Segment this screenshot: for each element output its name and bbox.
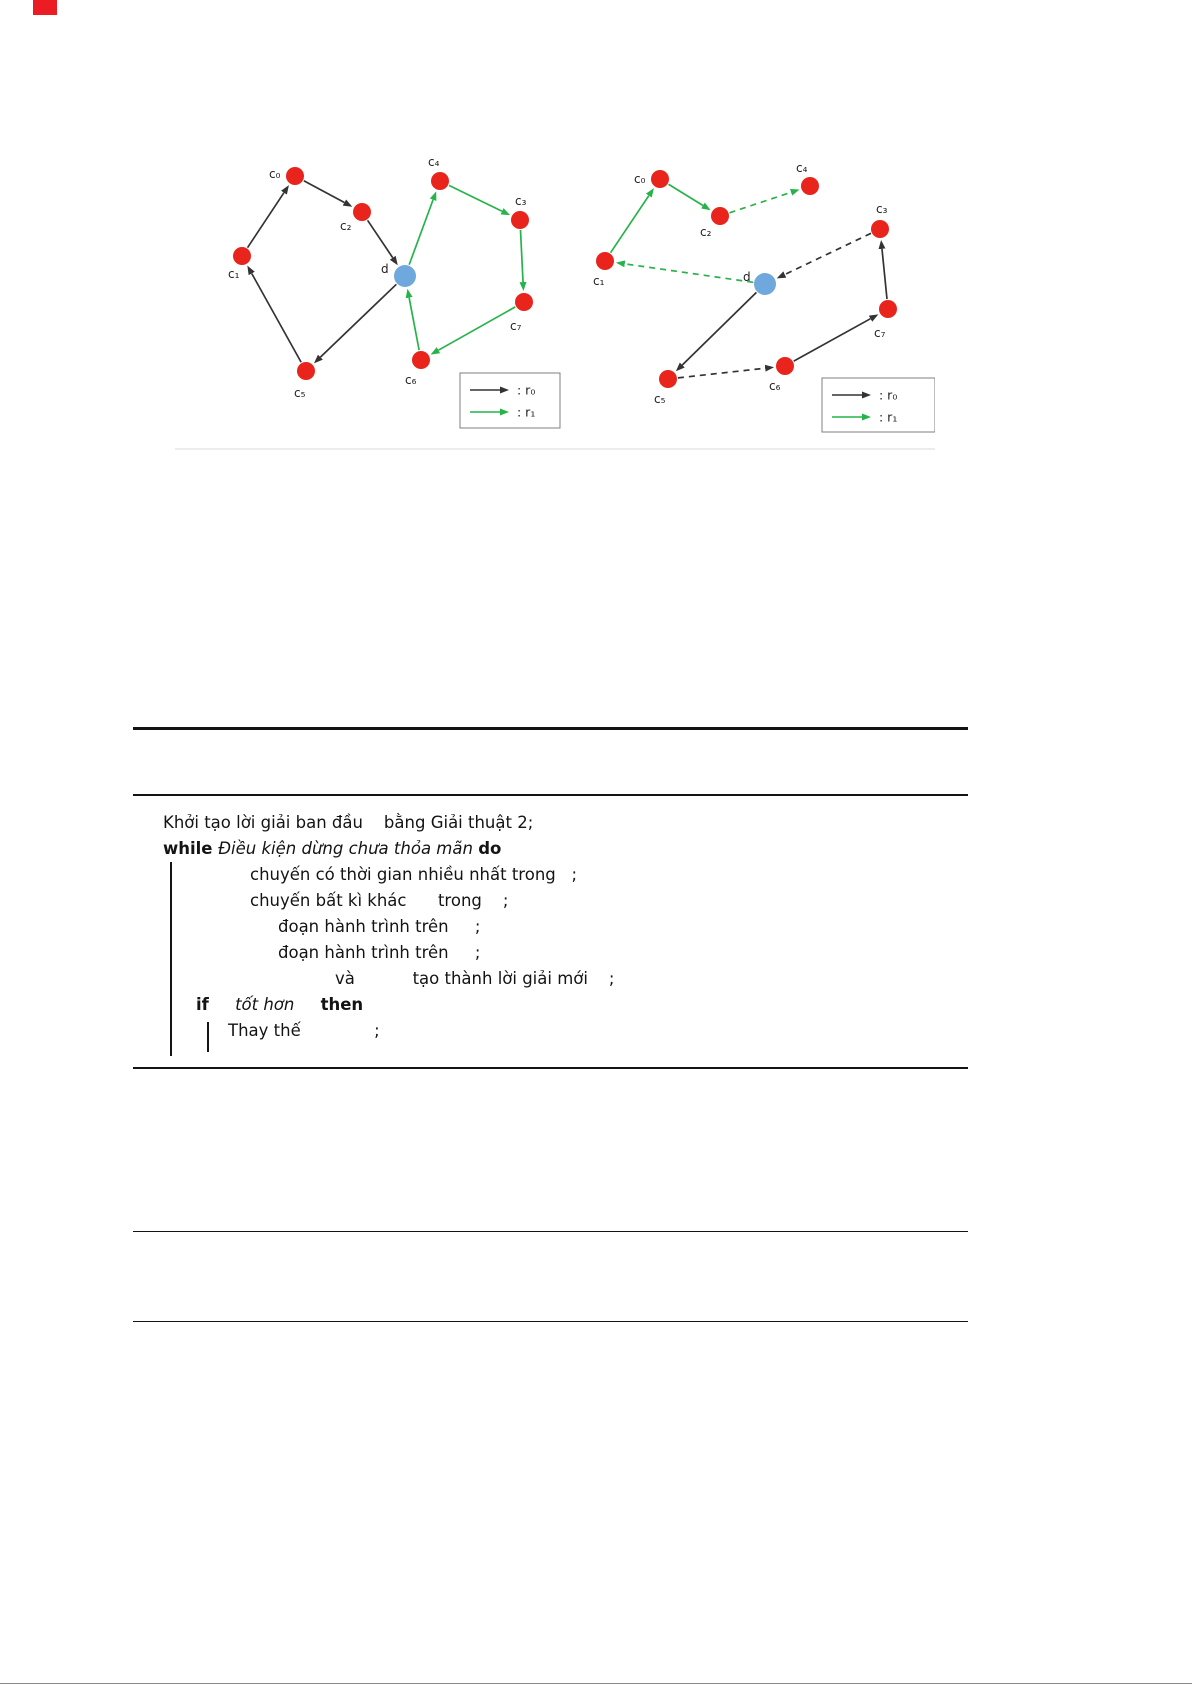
legend-label-r0-left: : r₀ bbox=[517, 382, 536, 398]
graph-node-c1-right bbox=[596, 252, 614, 270]
algorithm-line-8-seg-1: if bbox=[196, 995, 209, 1014]
node-label-c3-right: c₃ bbox=[876, 202, 888, 216]
node-label-c7-left: c₇ bbox=[510, 319, 522, 333]
algorithm-line-9 bbox=[133, 1018, 973, 1044]
while-block-rule bbox=[170, 862, 172, 1056]
node-label-c6-left: c₆ bbox=[405, 373, 417, 387]
divider-algorithm-top bbox=[133, 727, 968, 730]
legend-label-r1-left: : r₁ bbox=[517, 404, 536, 420]
figure-svg bbox=[175, 130, 935, 450]
edge-left-c2-d bbox=[368, 220, 393, 257]
page-bottom-rule bbox=[0, 1683, 1192, 1684]
graph-node-c6-left bbox=[412, 351, 430, 369]
divider-section-bottom bbox=[133, 1321, 968, 1322]
node-label-c4-left: c₄ bbox=[428, 155, 440, 169]
node-label-c0-left: c₀ bbox=[269, 167, 281, 181]
graph-node-c3-left bbox=[511, 211, 529, 229]
algorithm-line-1 bbox=[133, 810, 973, 836]
node-label-c5-right: c₅ bbox=[654, 392, 666, 406]
algorithm-line-7 bbox=[133, 966, 973, 992]
if-block-rule bbox=[207, 1022, 209, 1052]
edge-left-c4-c3 bbox=[449, 185, 502, 211]
graph-node-c0-right bbox=[651, 170, 669, 188]
algorithm-line-7-seg-1: và tạo thành lời giải mới ; bbox=[335, 969, 615, 988]
edge-right-c6-c7 bbox=[794, 319, 871, 361]
node-label-d-left: d bbox=[381, 262, 389, 276]
node-label-c6-right: c₆ bbox=[769, 379, 781, 393]
edge-right-c1-c0 bbox=[611, 196, 649, 253]
edge-right-c5-c6 bbox=[678, 368, 765, 378]
node-label-c7-right: c₇ bbox=[874, 326, 886, 340]
page-corner-marker bbox=[33, 0, 57, 15]
legend-label-r0-right: : r₀ bbox=[879, 387, 898, 403]
graph-node-c4-right bbox=[801, 177, 819, 195]
graph-node-d-right bbox=[754, 273, 776, 295]
algorithm-line-2-seg-2: Điều kiện dừng chưa thỏa mãn bbox=[218, 839, 479, 858]
routing-figure bbox=[175, 130, 935, 450]
graph-node-c2-right bbox=[711, 207, 729, 225]
algorithm-line-8-seg-3: then bbox=[320, 995, 364, 1014]
graph-node-c6-right bbox=[776, 357, 794, 375]
edge-right-d-c1 bbox=[625, 264, 753, 282]
divider-algorithm-header bbox=[133, 794, 968, 796]
algorithm-line-2 bbox=[133, 836, 973, 862]
node-label-c3-left: c₃ bbox=[515, 194, 527, 208]
algorithm-line-8-seg-2: tốt hơn bbox=[208, 995, 321, 1014]
edge-left-c5-c1 bbox=[252, 273, 301, 362]
node-label-c5-left: c₅ bbox=[294, 386, 306, 400]
algorithm-line-3-seg-1: chuyến có thời gian nhiều nhất trong ; bbox=[250, 865, 578, 884]
graph-node-c4-left bbox=[431, 172, 449, 190]
node-label-c1-right: c₁ bbox=[593, 274, 605, 288]
graph-node-c7-right bbox=[879, 300, 897, 318]
edge-left-c0-c2 bbox=[304, 181, 345, 203]
algorithm-line-6 bbox=[133, 940, 973, 966]
edge-left-d-c5 bbox=[320, 284, 396, 357]
algorithm-line-2-seg-3: do bbox=[478, 839, 502, 858]
legend-label-r1-right: : r₁ bbox=[879, 409, 898, 425]
edge-left-c3-c7 bbox=[520, 230, 523, 282]
graph-node-c0-left bbox=[286, 167, 304, 185]
graph-node-c2-left bbox=[353, 203, 371, 221]
node-label-c4-right: c₄ bbox=[796, 161, 808, 175]
algorithm-line-3 bbox=[133, 862, 973, 888]
graph-node-c3-right bbox=[871, 220, 889, 238]
graph-node-d-left bbox=[394, 265, 416, 287]
algorithm-line-1-seg-1: Khởi tạo lời giải ban đầu bằng Giải thuật 2; bbox=[163, 813, 534, 832]
graph-node-c1-left bbox=[233, 247, 251, 265]
algorithm-body bbox=[133, 810, 973, 1044]
diagram-right bbox=[593, 161, 935, 432]
graph-node-c5-left bbox=[297, 362, 315, 380]
algorithm-line-2-seg-1: while bbox=[163, 839, 219, 858]
edge-right-c3-d bbox=[785, 233, 871, 274]
edge-left-d-c4 bbox=[409, 200, 433, 265]
node-label-c2-left: c₂ bbox=[340, 219, 352, 233]
diagram-left bbox=[228, 155, 560, 428]
node-label-c2-right: c₂ bbox=[700, 225, 712, 239]
divider-section-top bbox=[133, 1231, 968, 1232]
algorithm-line-4-seg-1: chuyến bất kì khác trong ; bbox=[250, 891, 509, 910]
algorithm-line-4 bbox=[133, 888, 973, 914]
edge-left-c1-c0 bbox=[248, 193, 284, 248]
algorithm-line-5 bbox=[133, 914, 973, 940]
legend-box-left bbox=[460, 373, 560, 428]
graph-node-c5-right bbox=[659, 370, 677, 388]
edge-left-c6-d bbox=[409, 298, 419, 351]
algorithm-line-8 bbox=[133, 992, 973, 1018]
edge-right-c7-c3 bbox=[882, 249, 887, 299]
edge-right-c2-c4 bbox=[729, 192, 791, 213]
graph-node-c7-left bbox=[515, 293, 533, 311]
node-label-c0-right: c₀ bbox=[634, 172, 646, 186]
algorithm-line-5-seg-1: đoạn hành trình trên ; bbox=[278, 917, 481, 936]
edge-right-c0-c2 bbox=[669, 184, 703, 205]
edge-right-d-c5 bbox=[682, 292, 756, 365]
divider-algorithm-bottom bbox=[133, 1067, 968, 1069]
algorithm-line-9-seg-1: Thay thế ; bbox=[228, 1021, 380, 1040]
node-label-c1-left: c₁ bbox=[228, 267, 240, 281]
algorithm-line-6-seg-1: đoạn hành trình trên ; bbox=[278, 943, 481, 962]
edge-left-c7-c6 bbox=[438, 307, 515, 350]
node-label-d-right: d bbox=[743, 270, 751, 284]
